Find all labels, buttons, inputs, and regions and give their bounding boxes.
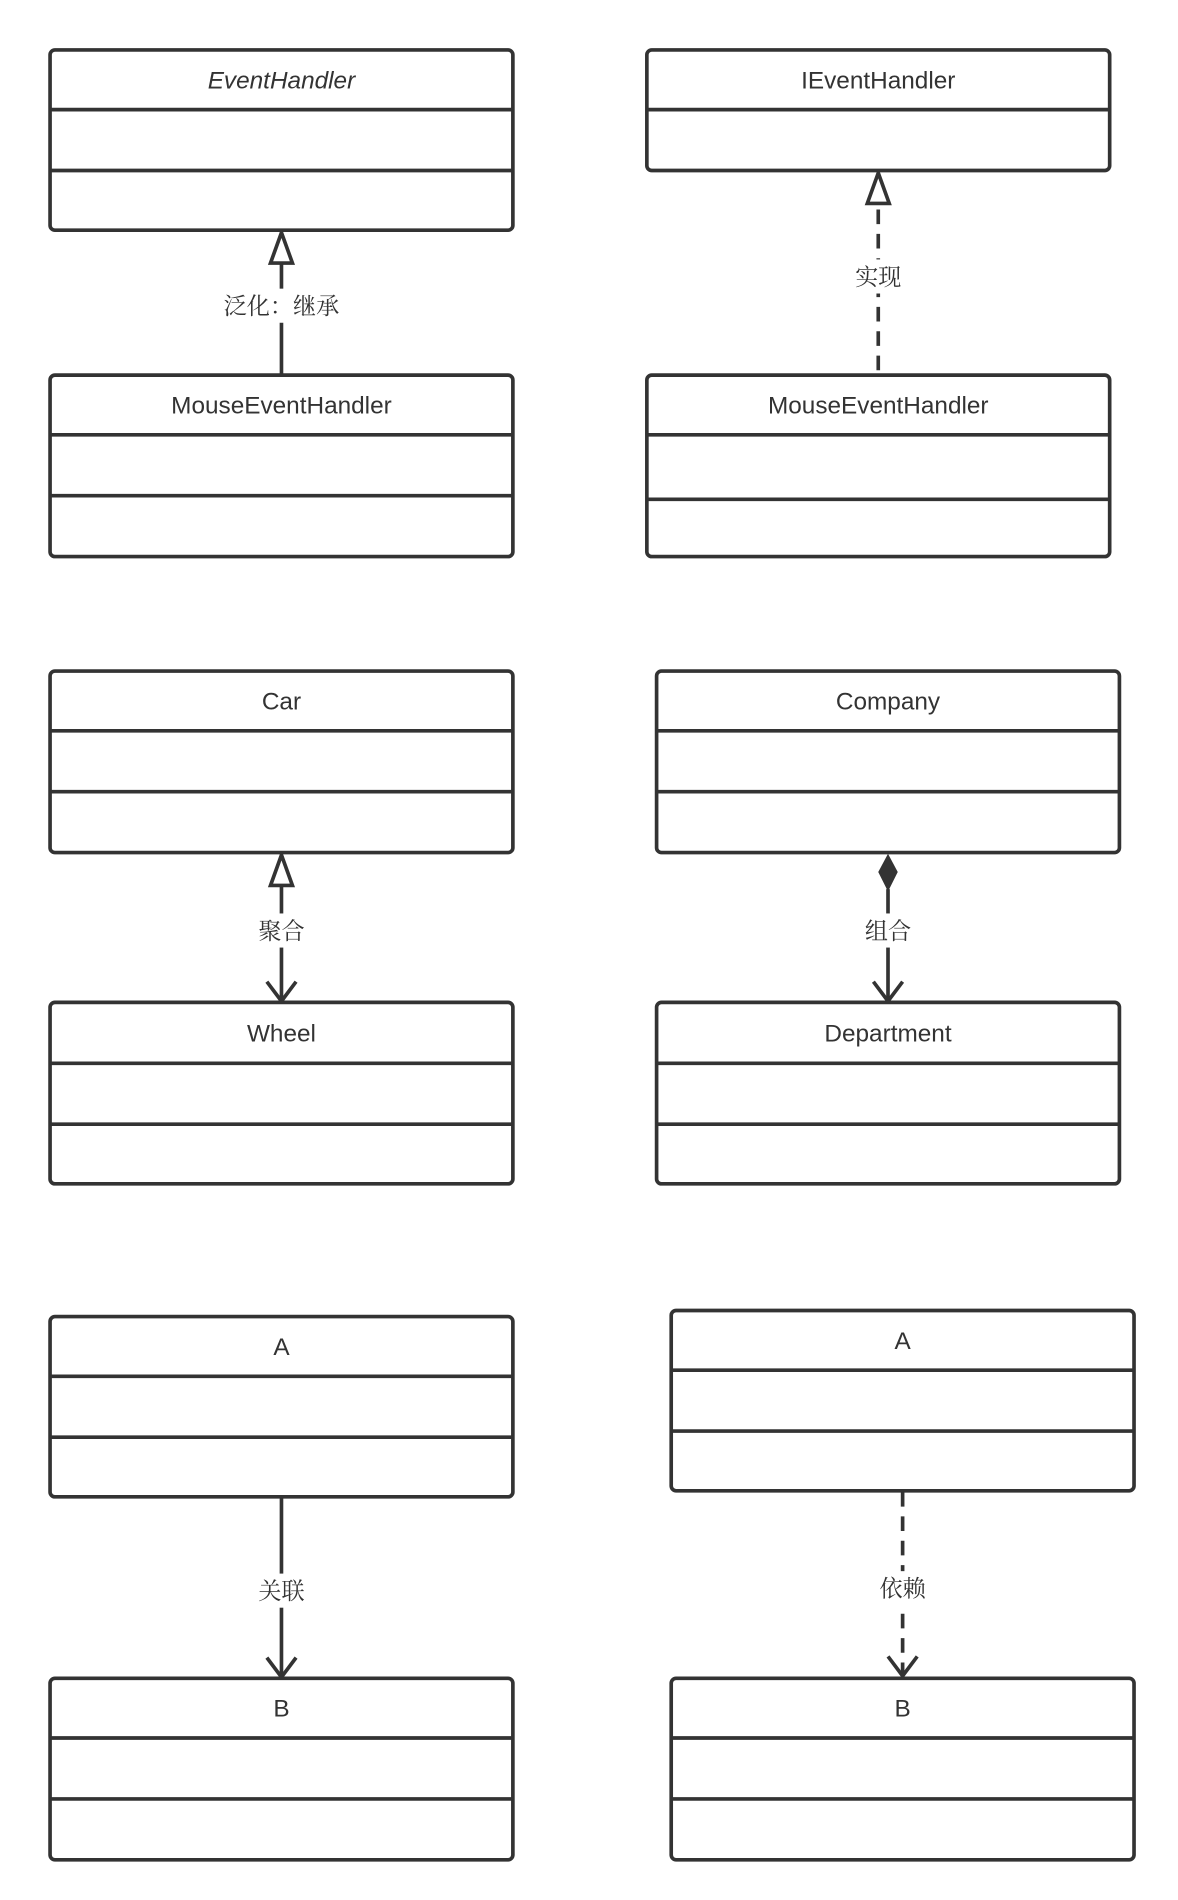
class-box-company[interactable] — [657, 671, 1120, 852]
class-name: MouseEventHandler — [171, 392, 392, 420]
class-box-i-event-handler[interactable] — [647, 50, 1110, 171]
class-name: B — [894, 1695, 911, 1723]
class-box-b-left[interactable] — [50, 1678, 513, 1859]
hollow-triangle-arrowhead — [271, 855, 293, 885]
filled-diamond — [878, 854, 897, 892]
class-box-b-right[interactable] — [671, 1678, 1134, 1859]
class-name: B — [273, 1695, 290, 1723]
realization-label: 实现 — [855, 265, 902, 292]
composition-label: 组合 — [864, 919, 912, 946]
class-box-mouse-event-handler-right[interactable] — [647, 375, 1110, 556]
class-name: Company — [835, 688, 941, 716]
class-name: MouseEventHandler — [767, 392, 989, 420]
association-label: 关联 — [258, 1579, 305, 1606]
class-box-wheel[interactable] — [50, 1002, 513, 1183]
class-name: Department — [824, 1020, 952, 1048]
class-box-mouse-event-handler-left[interactable] — [50, 375, 513, 556]
aggregation-label: 聚合 — [258, 919, 305, 946]
generalization-label: 泛化：继承 — [223, 294, 340, 321]
class-name: Car — [261, 688, 302, 716]
class-box-car[interactable] — [50, 671, 513, 852]
class-name: A — [894, 1327, 911, 1355]
class-name: A — [273, 1333, 290, 1361]
class-box-department[interactable] — [657, 1002, 1120, 1183]
class-box-a-left[interactable] — [50, 1317, 513, 1497]
class-name: IEventHandler — [801, 67, 956, 95]
hollow-triangle-arrowhead — [271, 233, 293, 263]
class-name: Wheel — [246, 1020, 316, 1048]
class-box-event-handler[interactable] — [50, 50, 513, 230]
class-name: EventHandler — [207, 67, 356, 95]
hollow-triangle-arrowhead — [867, 173, 889, 203]
dependency-label: 依赖 — [879, 1576, 926, 1603]
class-box-a-right[interactable] — [671, 1311, 1134, 1491]
